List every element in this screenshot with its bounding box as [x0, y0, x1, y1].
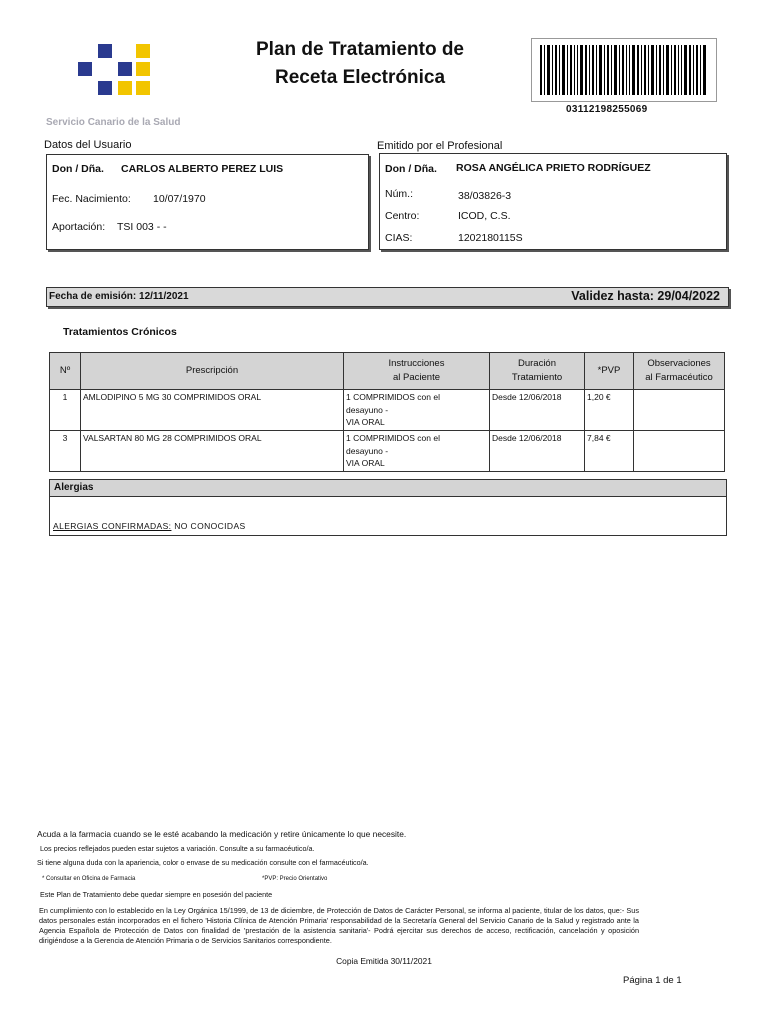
- col-header-instructions: [344, 353, 490, 390]
- footer-copy: Copia Emitida 30/11/2021: [336, 956, 432, 966]
- cias-label: CIAS:: [385, 232, 413, 244]
- table-row: [50, 431, 725, 472]
- col-header-num: Nº: [50, 353, 81, 390]
- professional-num: 38/03826-3: [458, 190, 512, 202]
- footer-note-left: * Consultar en Oficina de Farmacia: [42, 876, 136, 882]
- col-header-pvp: *PVP: [585, 353, 634, 390]
- treatments-table: [49, 352, 725, 472]
- row-instructions: [344, 390, 490, 431]
- row-instr-2: desayuno -: [346, 445, 389, 456]
- row-prescription: VALSARTAN 80 MG 28 COMPRIMIDOS ORAL: [81, 431, 344, 472]
- footer-line-3: Si tiene alguna duda con la apariencia, color o envase de su medicación consulte con el farmacéutico/a.: [37, 858, 369, 867]
- page-number: Página 1 de 1: [623, 975, 682, 986]
- date-bar: [46, 287, 729, 307]
- user-name-label: Don / Dña.: [52, 163, 104, 175]
- row-duration: Desde 12/06/2018: [490, 390, 585, 431]
- birth-date: 10/07/1970: [153, 193, 206, 205]
- service-name: Servicio Canario de la Salud: [46, 117, 181, 128]
- barcode-number: 03112198255069: [566, 104, 648, 115]
- row-pvp: 7,84 €: [585, 431, 634, 472]
- professional-name-label: Don / Dña.: [385, 163, 437, 175]
- row-instr-3: VIA ORAL: [346, 458, 385, 468]
- title-line-1: Plan de Tratamiento de: [256, 39, 464, 60]
- professional-data-box: [379, 153, 727, 250]
- allergies-title: Alergias: [50, 480, 726, 497]
- allergies-label: ALERGIAS CONFIRMADAS:: [53, 521, 172, 531]
- col-header-observations-1: Observaciones: [647, 358, 711, 369]
- footer-note-right: *PVP: Precio Orientativo: [262, 876, 328, 882]
- footer-line-1: Acuda a la farmacia cuando se le esté acabando la medicación y retire únicamente lo que necesite.: [37, 829, 407, 839]
- contribution-label: Aportación:: [52, 221, 106, 233]
- professional-section-label: Emitido por el Profesional: [377, 140, 503, 152]
- professional-name: ROSA ANGÉLICA PRIETO RODRÍGUEZ: [456, 162, 651, 174]
- col-header-duration-1: Duración: [517, 358, 557, 369]
- allergies-value: NO CONOCIDAS: [174, 521, 246, 531]
- row-num: 1: [50, 390, 81, 431]
- row-instr-3: VIA ORAL: [346, 417, 385, 427]
- row-pvp: 1,20 €: [585, 390, 634, 431]
- col-header-prescription: Prescripción: [81, 353, 344, 390]
- title-line-2: Receta Electrónica: [274, 67, 446, 88]
- col-header-duration: [490, 353, 585, 390]
- table-row: [50, 390, 725, 431]
- footer-line-4: Este Plan de Tratamiento debe quedar siempre en posesión del paciente: [40, 890, 273, 899]
- user-data-box: [46, 154, 369, 250]
- barcode-bars: [540, 45, 708, 95]
- row-num: 3: [50, 431, 81, 472]
- row-instr-1: 1 COMPRIMIDOS con el: [346, 433, 440, 443]
- barcode: [531, 38, 717, 102]
- document-title: [230, 36, 490, 92]
- col-header-observations-2: al Farmacéutico: [645, 372, 713, 383]
- allergies-box: [49, 479, 727, 536]
- col-header-instructions-2: al Paciente: [392, 372, 440, 383]
- contribution-value: TSI 003 - -: [117, 221, 167, 233]
- user-name: CARLOS ALBERTO PEREZ LUIS: [121, 163, 284, 175]
- center-value: ICOD, C.S.: [458, 210, 511, 222]
- row-instr-1: 1 COMPRIMIDOS con el: [346, 392, 440, 402]
- row-instructions: [344, 431, 490, 472]
- col-header-duration-2: Tratamiento: [511, 372, 563, 383]
- row-duration: Desde 12/06/2018: [490, 431, 585, 472]
- treatments-title: Tratamientos Crónicos: [63, 326, 177, 338]
- col-header-observations: [634, 353, 725, 390]
- col-header-instructions-1: Instrucciones: [388, 358, 445, 369]
- user-section-label: Datos del Usuario: [44, 139, 132, 151]
- row-prescription: AMLODIPINO 5 MG 30 COMPRIMIDOS ORAL: [81, 390, 344, 431]
- row-observations: [634, 390, 725, 431]
- row-instr-2: desayuno -: [346, 404, 389, 415]
- professional-num-label: Núm.:: [385, 188, 414, 200]
- valid-until-date: Validez hasta: 29/04/2022: [571, 289, 720, 303]
- table-header-row: [50, 353, 725, 390]
- center-label: Centro:: [385, 210, 420, 222]
- allergies-line: [53, 521, 246, 531]
- issue-date: Fecha de emisión: 12/11/2021: [49, 291, 189, 302]
- footer-line-2: Los precios reflejados pueden estar sujetos a variación. Consulte a su farmacéutico/a.: [40, 844, 315, 853]
- birth-date-label: Fec. Nacimiento:: [52, 193, 131, 205]
- cias-value: 1202180115S: [458, 232, 523, 244]
- scs-logo: [78, 44, 152, 96]
- footer-legal-text: En cumplimiento con lo establecido en la Ley Orgánica 15/1999, de 13 de diciembre, de Protección de Datos de Carácter Personal, se informa al paciente, titular de los datos, que:- Sus datos personales están incorporados en el fichero 'Historia Clínica de Atención Primaria' responsabilidad de la Secretaría General del Servicio Canario de la Salud y registrado ante la Agencia Española de Protección de Datos con finalidad de 'prestación de la asistencia sanitaria'- Podrá ejercitar sus derechos de acceso, rectificación, cancelación y oposición dirigiéndose a la Gerencia de Atención Primaria o de Servicios Sanitarios correspondiente.: [39, 906, 639, 945]
- row-observations: [634, 431, 725, 472]
